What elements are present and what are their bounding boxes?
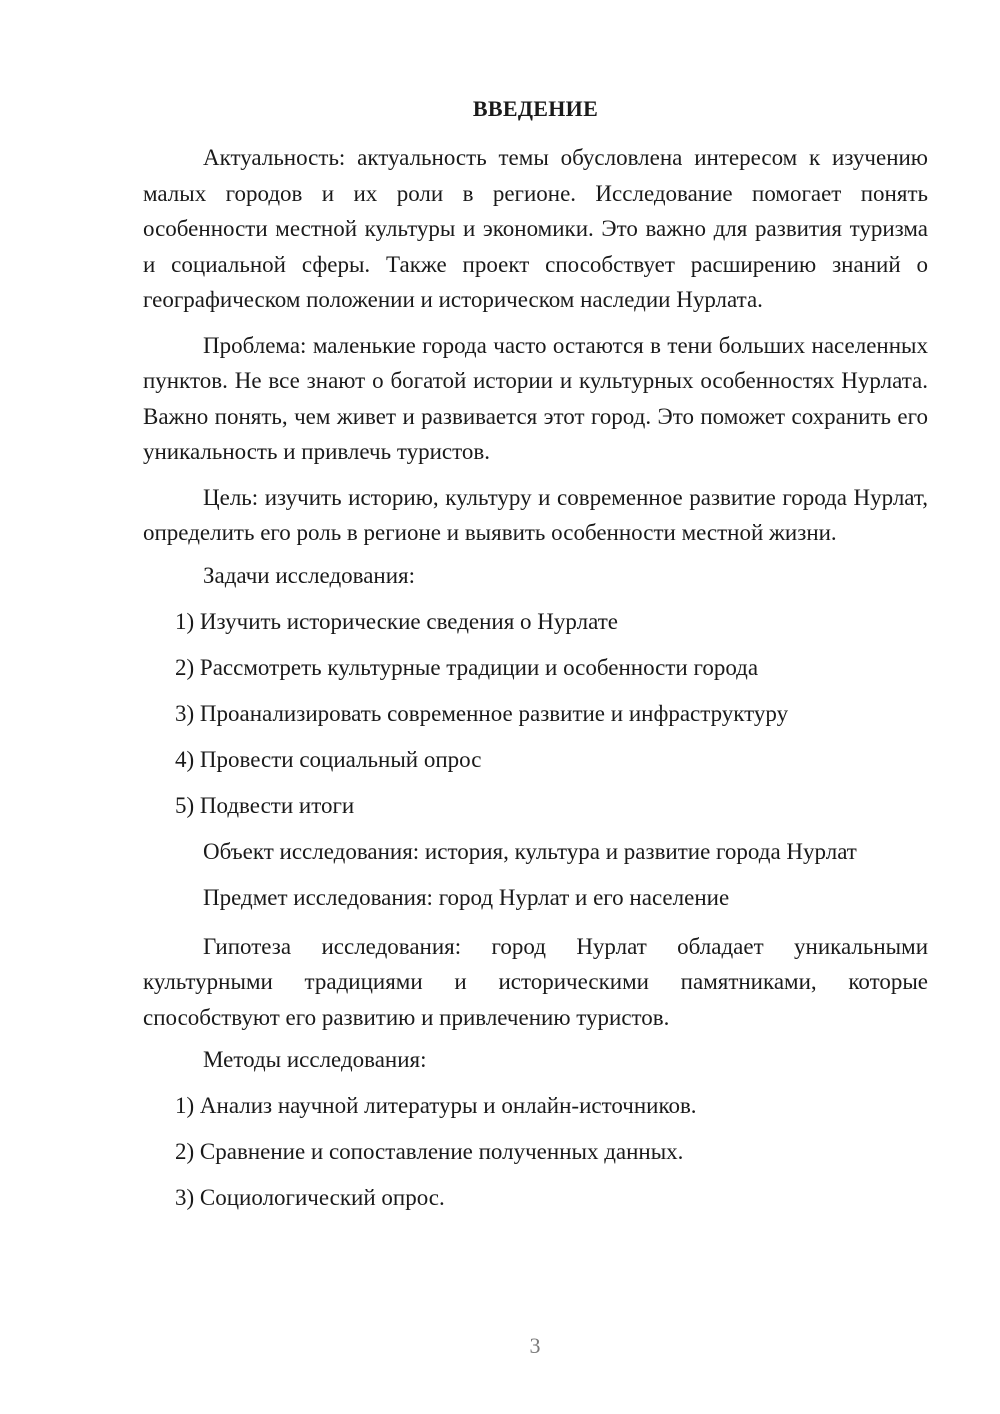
section-title: ВВЕДЕНИЕ xyxy=(472,96,599,121)
tasks-heading: Задачи исследования: xyxy=(203,562,416,588)
page-number: 3 xyxy=(529,1333,541,1358)
task-item: 4) Провести социальный опрос xyxy=(175,746,482,772)
task-item: 2) Рассмотреть культурные традиции и особенности города xyxy=(175,654,759,680)
method-item: 3) Социологический опрос. xyxy=(175,1185,445,1210)
object-line: Объект исследования: история, культура и развитие города Нурлат xyxy=(203,838,857,864)
method-item: 2) Сравнение и сопоставление полученных данных. xyxy=(175,1139,684,1164)
task-item: 1) Изучить исторические сведения о Нурлате xyxy=(175,608,618,634)
relevance-paragraph: Актуальность: актуальность темы обусловлена интересом к изучению малых городов и их роли в регионе. Исследование помогает понять особенности местной культуры и экономики. Это важно для развития туризма и социальной сферы. Также проект способствует расширению знаний о географическом положении и историческом наследии Нурлата. xyxy=(143,145,928,312)
task-item: 5) Подвести итоги xyxy=(175,792,355,818)
method-item: 1) Анализ научной литературы и онлайн-источников. xyxy=(175,1093,697,1118)
goal-paragraph: Цель: изучить историю, культуру и современное развитие города Нурлат, определить его роль в регионе и выявить особенности местной жизни. xyxy=(143,484,928,545)
subject-line: Предмет исследования: город Нурлат и его население xyxy=(203,884,730,910)
problem-paragraph: Проблема: маленькие города часто остаются в тени больших населенных пунктов. Не все знают о богатой истории и культурных особенностях Нурлата. Важно понять, чем живет и развивается этот город. Это поможет сохранить его уникальность и привлечь туристов. xyxy=(143,332,928,464)
methods-heading: Методы исследования: xyxy=(203,1047,427,1072)
hypothesis-paragraph: Гипотеза исследования: город Нурлат обладает уникальными культурными традициями и историческими памятниками, которые способствуют его развитию и привлечению туристов. xyxy=(143,933,928,1030)
task-item: 3) Проанализировать современное развитие и инфраструктуру xyxy=(175,700,789,726)
page-content xyxy=(143,94,928,1229)
